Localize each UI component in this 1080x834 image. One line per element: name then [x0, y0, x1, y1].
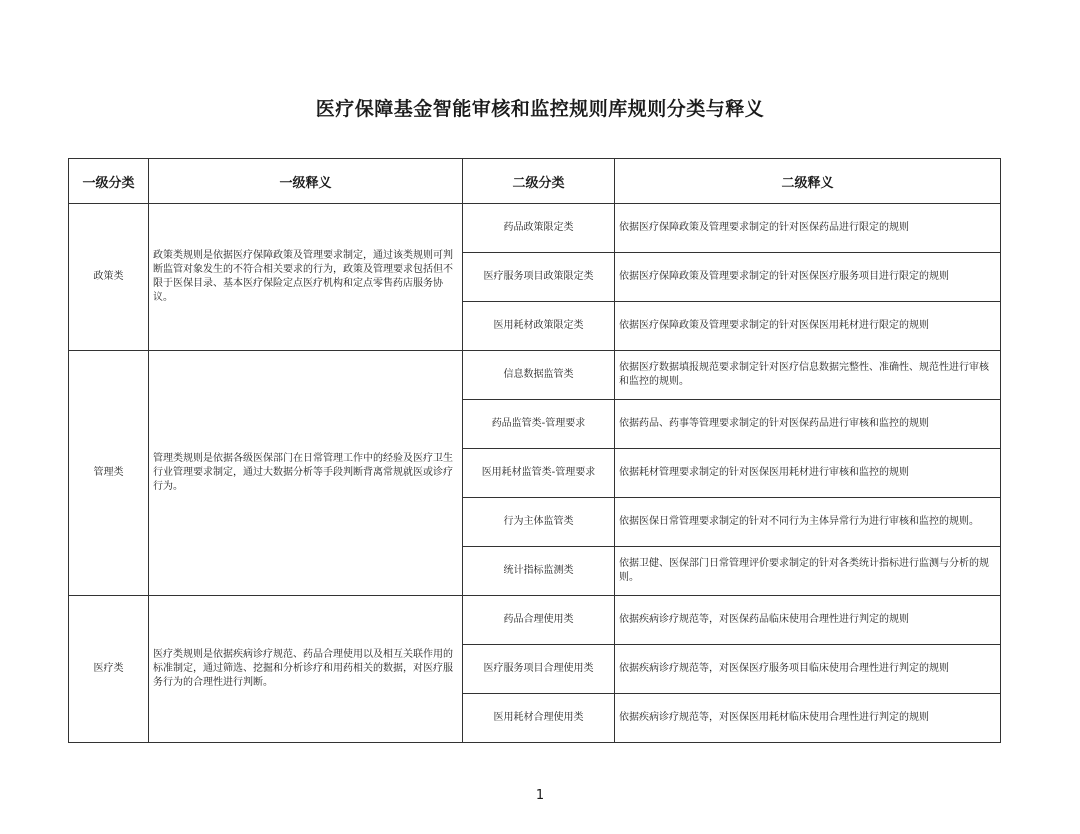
level1-definition-cell: 政策类规则是依据医疗保障政策及管理要求制定，通过该类规则可判断监管对象发生的不符合相关要求的行为，政策及管理要求包括但不限于医保目录、基本医疗保险定点医疗机构和定点零售药店服务协议。 [149, 204, 463, 351]
level2-definition-cell: 依据医疗保障政策及管理要求制定的针对医保医用耗材进行限定的规则 [615, 302, 1001, 351]
document-title: 医疗保障基金智能审核和监控规则库规则分类与释义 [315, 98, 765, 120]
level2-category-cell: 药品监管类-管理要求 [463, 400, 615, 449]
level2-definition-cell: 依据医保日常管理要求制定的针对不同行为主体异常行为进行审核和监控的规则。 [615, 498, 1001, 547]
level2-category-cell: 医疗服务项目合理使用类 [463, 645, 615, 694]
table-header-row [69, 159, 1001, 204]
level1-category-cell: 政策类 [69, 204, 149, 351]
header-level2-category: 二级分类 [463, 159, 615, 204]
level2-category-cell: 医用耗材政策限定类 [463, 302, 615, 351]
level2-category-cell: 信息数据监管类 [463, 351, 615, 400]
level2-definition-cell: 依据医疗保障政策及管理要求制定的针对医保药品进行限定的规则 [615, 204, 1001, 253]
level2-category-cell: 医用耗材合理使用类 [463, 694, 615, 743]
level1-definition-cell: 医疗类规则是依据疾病诊疗规范、药品合理使用以及相互关联作用的标准制定，通过筛选、挖掘和分析诊疗和用药相关的数据，对医疗服务行为的合理性进行判断。 [149, 596, 463, 743]
header-level1-definition: 一级释义 [149, 159, 463, 204]
table-row [69, 351, 1001, 400]
level2-category-cell: 医疗服务项目政策限定类 [463, 253, 615, 302]
page-number: 1 [535, 788, 545, 803]
table-row [69, 596, 1001, 645]
header-level2-definition: 二级释义 [615, 159, 1001, 204]
level2-definition-cell: 依据疾病诊疗规范等，对医保医用耗材临床使用合理性进行判定的规则 [615, 694, 1001, 743]
level2-definition-cell: 依据医疗保障政策及管理要求制定的针对医保医疗服务项目进行限定的规则 [615, 253, 1001, 302]
level2-definition-cell: 依据医疗数据填报规范要求制定针对医疗信息数据完整性、准确性、规范性进行审核和监控的规则。 [615, 351, 1001, 400]
level2-category-cell: 药品合理使用类 [463, 596, 615, 645]
header-level1-category: 一级分类 [69, 159, 149, 204]
level2-category-cell: 行为主体监管类 [463, 498, 615, 547]
level1-definition-cell: 管理类规则是依据各级医保部门在日常管理工作中的经验及医疗卫生行业管理要求制定，通过大数据分析等手段判断背离常规就医或诊疗行为。 [149, 351, 463, 596]
level2-definition-cell: 依据卫健、医保部门日常管理评价要求制定的针对各类统计指标进行监测与分析的规则。 [615, 547, 1001, 596]
level2-category-cell: 医用耗材监管类-管理要求 [463, 449, 615, 498]
rules-table [68, 158, 1001, 743]
level2-definition-cell: 依据疾病诊疗规范等，对医保医疗服务项目临床使用合理性进行判定的规则 [615, 645, 1001, 694]
table-row [69, 204, 1001, 253]
level1-category-cell: 医疗类 [69, 596, 149, 743]
level1-category-cell: 管理类 [69, 351, 149, 596]
level2-category-cell: 药品政策限定类 [463, 204, 615, 253]
level2-definition-cell: 依据耗材管理要求制定的针对医保医用耗材进行审核和监控的规则 [615, 449, 1001, 498]
level2-definition-cell: 依据疾病诊疗规范等，对医保药品临床使用合理性进行判定的规则 [615, 596, 1001, 645]
level2-definition-cell: 依据药品、药事等管理要求制定的针对医保药品进行审核和监控的规则 [615, 400, 1001, 449]
level2-category-cell: 统计指标监测类 [463, 547, 615, 596]
